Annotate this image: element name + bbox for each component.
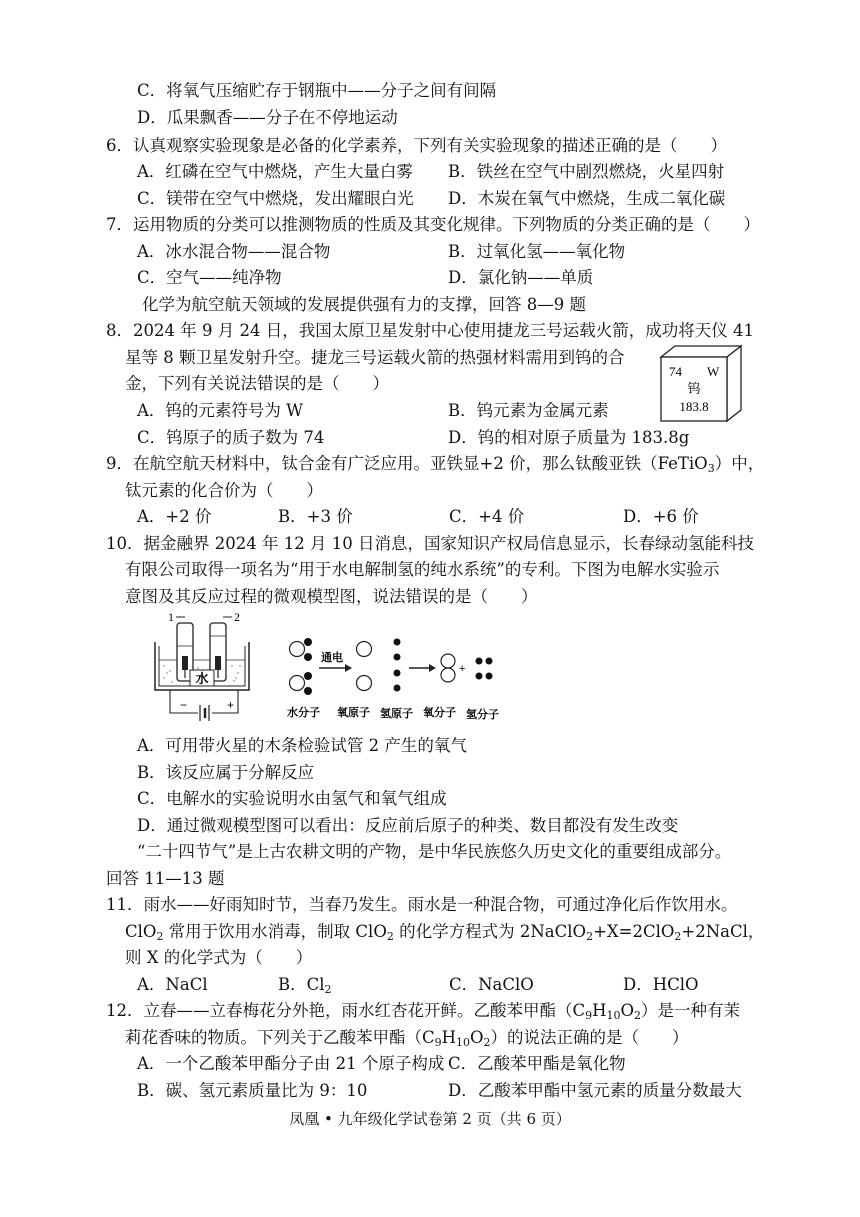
question-11-line-2: ClO$_2$ 常用于饮用水消毒，制取 ClO$_2$ 的化学方程式为 2NaClO$_2$+X=2ClO$_2$+2NaCl， <box>125 922 765 943</box>
q6-option-c: C．镁带在空气中燃烧，发出耀眼白光 <box>137 189 414 208</box>
question-11-line-1: 11．雨水——好雨知时节，当春乃发生。雨水是一种混合物，可通过净化后作饮用水。 <box>106 895 738 914</box>
section-intro-8-9: 化学为航空航天领域的发展提供强有力的支撑，回答 8—9 题 <box>142 295 586 314</box>
q11-option-b: B．$Cl_2$ <box>278 975 332 996</box>
q8-option-a: A．钨的元素符号为 W <box>137 401 304 420</box>
q10-option-c: C．电解水的实验说明水由氢气和氧气组成 <box>137 789 447 808</box>
negative-terminal: − <box>180 698 188 712</box>
q12-option-b: B．碳、氢元素质量比为 9：10 <box>137 1081 368 1100</box>
label-hydrogen-atom: 氢原子 <box>380 707 413 720</box>
q5-option-d: D．瓜果飘香——分子在不停地运动 <box>137 108 398 127</box>
q7-option-c: C．空气——纯净物 <box>137 268 282 287</box>
question-6: 6．认真观察实验现象是必备的化学素养，下列有关实验现象的描述正确的是（ ） <box>106 136 727 155</box>
q6-option-b: B．铁丝在空气中剧烈燃烧，火星四射 <box>448 162 725 181</box>
question-10-line-3: 意图及其反应过程的微观模型图，说法错误的是（ ） <box>125 587 538 606</box>
positive-terminal: + <box>227 698 235 712</box>
q7-option-b: B．过氧化氢——氧化物 <box>448 242 626 261</box>
question-8-line-1: 8．2024 年 9 月 24 日，我国太原卫星发射中心使用捷龙三号运载火箭，成功将天仪 41 <box>106 321 754 340</box>
q8-option-b: B．钨元素为金属元素 <box>448 401 609 420</box>
q11-option-a: A．NaCl <box>137 975 208 994</box>
question-10-line-1: 10．据金融界 2024 年 12 月 10 日消息，国家知识产权局信息显示，长春绿动氢能科技 <box>106 534 754 553</box>
q10-option-d: D．通过微观模型图可以看出：反应前后原子的种类、数目都没有发生改变 <box>137 816 679 835</box>
tube-2-label: 2 <box>234 610 240 624</box>
q8-option-c: C．钨原子的质子数为 74 <box>137 428 325 447</box>
q6-option-d: D．木炭在氧气中燃烧，生成二氧化碳 <box>448 189 726 208</box>
water-molecule-icon <box>290 638 313 661</box>
water-molecule-icon <box>290 672 313 695</box>
section-intro-11-13: “二十四节气”是上古农耕文明的产物，是中华民族悠久历史文化的重要组成部分。 <box>137 842 732 861</box>
element-mass: 183.8 <box>679 399 709 414</box>
arrow-right-icon <box>345 664 352 672</box>
section-intro-11-13-cont: 回答 11—13 题 <box>106 869 225 888</box>
element-cell-figure <box>655 344 750 426</box>
question-8-line-3: 金，下列有关说法错误的是（ ） <box>125 374 389 393</box>
question-7: 7．运用物质的分类可以推测物质的性质及其变化规律。下列物质的分类正确的是（ ） <box>106 215 760 234</box>
hydrogen-atom-icon <box>394 639 401 692</box>
hydrogen-molecule-icon <box>476 658 493 680</box>
q5-option-c: C．将氧气压缩贮存于钢瓶中——分子之间有间隔 <box>137 81 497 100</box>
question-9-line-1: 9．在航空航天材料中，钛合金有广泛应用。亚铁显+2 价，那么钛酸亚铁（FeTiO$_3$）中， <box>106 454 765 475</box>
electrolysis-apparatus-figure <box>150 608 260 726</box>
q12-option-a: A．一个乙酸苯甲酯分子由 21 个原子构成 <box>137 1054 445 1073</box>
question-12-line-2: 莉花香味的物质。下列关于乙酸苯甲酯$(C_9H_{10}O_2)$的说法正确的是（ ） <box>125 1028 689 1049</box>
water-label: 水 <box>195 672 209 687</box>
tube-1-label: 1 <box>168 610 174 624</box>
label-water-molecule: 水分子 <box>287 706 320 719</box>
svg-text:+: + <box>459 663 466 675</box>
label-oxygen-molecule: 氧分子 <box>423 706 456 719</box>
q9-option-c: C．+4 价 <box>449 507 525 526</box>
q10-option-a: A．可用带火星的木条检验试管 2 产生的氧气 <box>137 736 467 755</box>
q8-option-d: D．钨的相对原子质量为 183.8g <box>448 428 690 447</box>
question-9-line-2: 钛元素的化合价为（ ） <box>125 481 323 500</box>
arrow-label: 通电 <box>321 651 343 664</box>
q12-option-d: D．乙酸苯甲酯中氢元素的质量分数最大 <box>448 1081 742 1100</box>
q9-option-d: D．+6 价 <box>623 507 699 526</box>
oxygen-atom-icon <box>357 642 372 657</box>
question-8-line-2: 星等 8 颗卫星发射升空。捷龙三号运载火箭的热强材料需用到钨的合 <box>125 348 625 367</box>
q6-option-a: A．红磷在空气中燃烧，产生大量白雾 <box>137 162 413 181</box>
question-10-line-2: 有限公司取得一项名为“用于水电解制氢的纯水系统”的专利。下图为电解水实验示 <box>125 560 720 579</box>
element-symbol: W <box>707 364 720 379</box>
element-name: 钨 <box>687 382 701 397</box>
question-11-line-3: 则 X 的化学式为（ ） <box>125 948 313 967</box>
q11-option-c: C．NaClO <box>449 975 534 994</box>
oxygen-atom-icon <box>357 676 372 691</box>
q9-option-a: A．+2 价 <box>137 507 212 526</box>
q7-option-d: D．氯化钠——单质 <box>448 268 594 287</box>
arrow-right-icon <box>429 664 436 672</box>
oxygen-molecule-icon <box>441 654 455 682</box>
page-footer: 凤凰 • 九年级化学试卷第 2 页（共 6 页） <box>289 1110 571 1128</box>
q7-option-a: A．冰水混合物——混合物 <box>137 242 331 261</box>
label-oxygen-atom: 氧原子 <box>337 706 370 719</box>
element-number: 74 <box>669 364 682 379</box>
label-hydrogen-molecule: 氢分子 <box>466 708 499 721</box>
q10-option-b: B．该反应属于分解反应 <box>137 763 315 782</box>
q12-option-c: C．乙酸苯甲酯是氧化物 <box>448 1054 626 1073</box>
question-12-line-1: 12．立春——立春梅花分外艳，雨水红杏花开鲜。乙酸苯甲酯$(C_9H_{10}O_2)$是一种有茉 <box>106 1001 741 1022</box>
q9-option-b: B．+3 价 <box>278 507 353 526</box>
micro-model-figure <box>285 636 510 724</box>
q11-option-d: D．HClO <box>623 975 699 994</box>
